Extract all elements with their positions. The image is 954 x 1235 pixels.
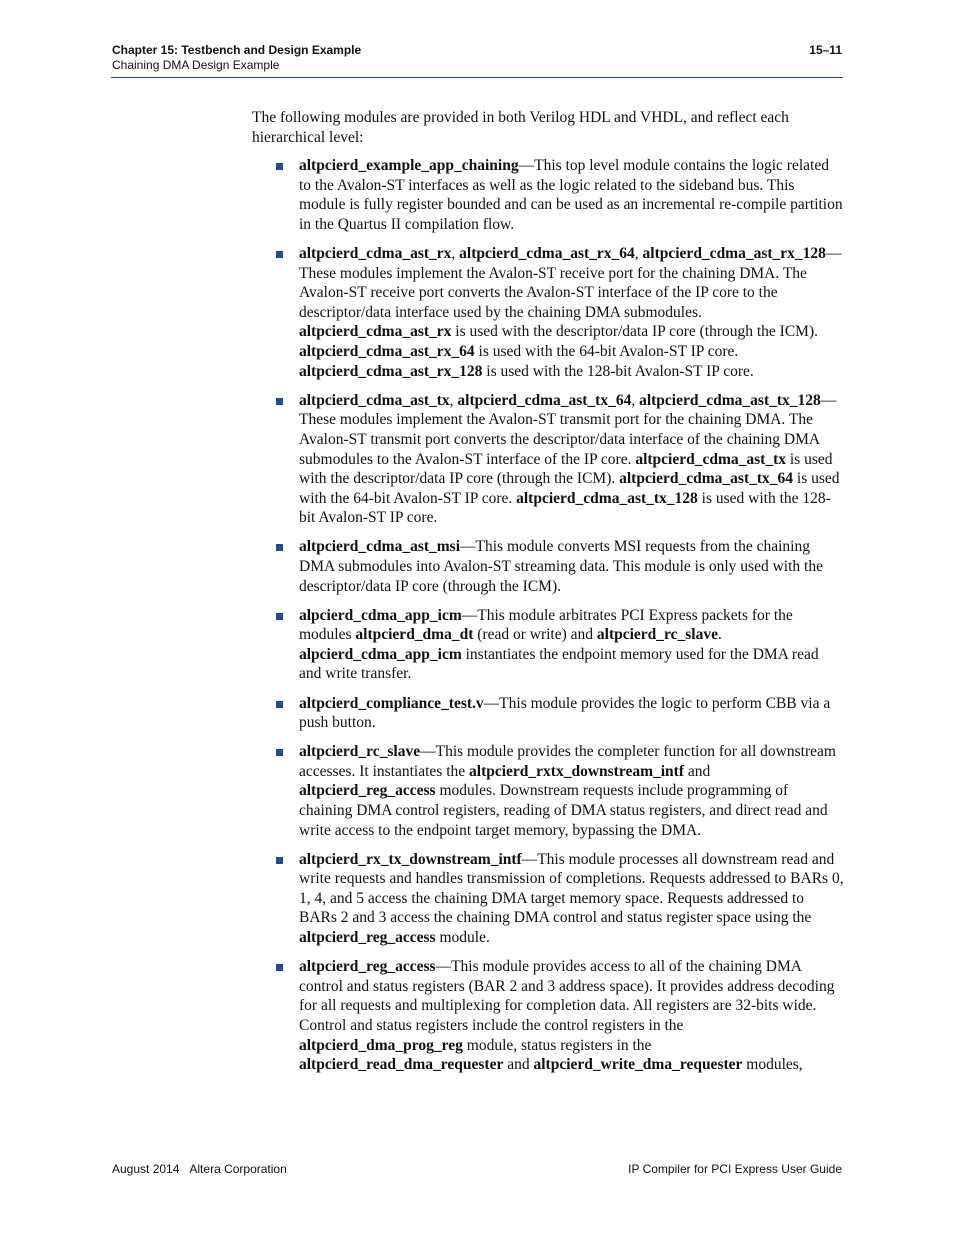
text-run: —This module processes all downstream read and write requests and handles transmission of completions. Requests addressed to BARs 0, 1, 4, and 5 access the chaining DMA target memory space. Requests addressed to BARs 2 and 3 access the chaining DMA control and status register space using the — [299, 850, 844, 927]
footer-company: Altera Corporation — [189, 1162, 287, 1176]
module-name: altpcierd_cdma_ast_rx_64 — [459, 245, 635, 263]
text-run: —This module provides the completer function for all downstream accesses. It instantiates the — [299, 743, 836, 780]
list-item — [252, 606, 844, 684]
module-name: altpcierd_cdma_ast_rx_64 — [299, 343, 475, 361]
module-name: altpcierd_rxtx_downstream_intf — [469, 762, 684, 780]
text-run: instantiates the endpoint memory used for the DMA read and write transfer. — [299, 645, 819, 683]
module-name: altpcierd_cdma_ast_tx — [299, 391, 450, 409]
module-name: altpcierd_cdma_ast_tx — [635, 450, 786, 468]
text-run: is used with the 64-bit Avalon-ST IP core. — [299, 470, 840, 507]
text-run: and — [503, 1056, 534, 1074]
footer-left — [112, 1162, 287, 1177]
list-item-text — [299, 156, 844, 234]
text-run: (read or write) and — [473, 626, 597, 644]
module-name: altpcierd_write_dma_requester — [533, 1056, 743, 1074]
list-item-text — [299, 606, 844, 684]
list-item — [252, 156, 844, 234]
text-run: , — [451, 245, 460, 263]
module-name: altpcierd_cdma_ast_rx_128 — [299, 362, 483, 380]
list-item — [252, 957, 844, 1075]
module-name: altpcierd_read_dma_requester — [299, 1056, 504, 1074]
text-run: modules, — [742, 1056, 803, 1074]
text-run: is used with the descriptor/data IP core (through the ICM). — [299, 450, 833, 488]
text-run: —These modules implement the Avalon-ST receive port for the chaining DMA. The Avalon-ST receive port converts the Avalon-ST interface of the IP core to the descriptor/data interface used by the chaining DMA submodules. — [299, 245, 842, 321]
chapter-title: Chapter 15: Testbench and Design Example — [112, 43, 362, 57]
text-run: —This module arbitrates PCI Express packets for the modules — [299, 606, 793, 644]
module-name: altpcierd_rc_slave — [596, 626, 718, 644]
section-title: Chaining DMA Design Example — [112, 58, 280, 72]
module-name: altpcierd_cdma_ast_rx_128 — [642, 245, 826, 263]
text-run: is used with the 128-bit Avalon-ST IP core. — [482, 362, 754, 380]
square-bullet-icon — [276, 749, 283, 756]
page-number: 15–11 — [809, 43, 842, 57]
module-name: altpcierd_rc_slave — [299, 743, 421, 761]
square-bullet-icon — [276, 544, 283, 551]
list-item-text — [299, 244, 844, 381]
list-item — [252, 850, 844, 948]
module-name: altpcierd_cdma_ast_rx — [299, 245, 452, 263]
module-name: altpcierd_cdma_ast_tx_64 — [457, 391, 632, 409]
list-item-text — [299, 391, 844, 528]
square-bullet-icon — [276, 613, 283, 620]
module-name: altpcierd_dma_prog_reg — [299, 1036, 463, 1054]
square-bullet-icon — [276, 701, 283, 708]
module-name: altpcierd_reg_access — [299, 929, 436, 947]
list-item — [252, 742, 844, 840]
module-name: alpcierd_cdma_app_icm — [299, 645, 462, 663]
list-item — [252, 694, 844, 733]
square-bullet-icon — [276, 398, 283, 405]
module-name: altpcierd_cdma_ast_tx_128 — [639, 391, 821, 409]
list-item-text — [299, 537, 844, 596]
header-rule — [111, 77, 843, 78]
text-run: , — [631, 391, 640, 409]
module-list — [252, 156, 844, 1075]
square-bullet-icon — [276, 251, 283, 258]
list-item — [252, 391, 844, 528]
text-run: is used with the descriptor/data IP core (through the ICM). — [451, 323, 818, 341]
text-run: —These modules implement the Avalon-ST transmit port for the chaining DMA. The Avalon-ST transmit port converts the descriptor/data interface of the chaining DMA submodules to the Avalon-ST interface of the IP core. — [299, 391, 837, 468]
text-run: is used with the 64-bit Avalon-ST IP core. — [474, 343, 739, 361]
list-item — [252, 537, 844, 596]
square-bullet-icon — [276, 857, 283, 864]
footer-date: August 2014 — [112, 1162, 180, 1176]
square-bullet-icon — [276, 163, 283, 170]
body-content — [252, 108, 844, 1084]
module-name: altpcierd_reg_access — [299, 958, 436, 976]
text-run: , — [634, 245, 643, 263]
module-name: altpcierd_cdma_ast_tx_64 — [619, 470, 794, 488]
text-run: and — [683, 762, 711, 780]
module-name: altpcierd_dma_dt — [355, 626, 474, 644]
module-name: altpcierd_cdma_ast_rx — [299, 323, 452, 341]
text-run: —This module provides access to all of the chaining DMA control and status registers (BAR 2 and 3 address space). It provides address decoding for all requests and multiplexing for completion data. All registers are 32-bits wide. Control and status registers include the control registers in the — [299, 958, 835, 1034]
text-run: —This module converts MSI requests from the chaining DMA submodules into Avalon-ST streaming data. This module is only used with the descriptor/data IP core (through the ICM). — [299, 538, 823, 595]
text-run: module, status registers in the — [462, 1036, 652, 1054]
running-header — [112, 43, 361, 73]
footer-doc-title: IP Compiler for PCI Express User Guide — [628, 1162, 842, 1176]
module-name: altpcierd_rx_tx_downstream_intf — [299, 850, 522, 868]
module-name: altpcierd_example_app_chaining — [299, 157, 519, 175]
text-run: —This top level module contains the logic related to the Avalon-ST interfaces as well as the logic related to the sideband bus. This module is fully register bounded and can be used as an incremental re-compile partition in the Quartus II compilation flow. — [299, 157, 843, 233]
list-item-text — [299, 694, 844, 733]
list-item-text — [299, 957, 844, 1075]
module-name: altpcierd_cdma_ast_msi — [299, 538, 461, 556]
intro-paragraph: The following modules are provided in both Verilog HDL and VHDL, and reflect each hierarchical level: — [252, 109, 789, 146]
text-run: module. — [435, 929, 490, 947]
text-run: , — [449, 391, 458, 409]
module-name: altpcierd_reg_access — [299, 782, 436, 800]
module-name: altpcierd_compliance_test.v — [299, 694, 484, 712]
list-item — [252, 244, 844, 381]
square-bullet-icon — [276, 964, 283, 971]
module-name: alpcierd_cdma_app_icm — [299, 606, 462, 624]
list-item-text — [299, 850, 844, 948]
text-run: modules. Downstream requests include programming of chaining DMA control registers, reading of DMA status registers, and direct read and write access to the endpoint target memory, bypassing the DMA. — [299, 782, 828, 839]
text-run: is used with the 128-bit Avalon-ST IP core. — [299, 489, 831, 527]
list-item-text — [299, 742, 844, 840]
text-run: —This module provides the logic to perform CBB via a push button. — [299, 694, 831, 732]
module-name: altpcierd_cdma_ast_tx_128 — [516, 489, 698, 507]
text-run: . — [718, 626, 722, 644]
